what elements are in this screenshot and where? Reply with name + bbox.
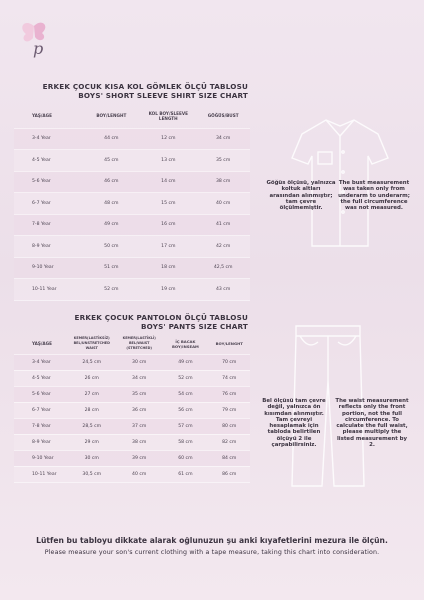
shirt-note-tr: Göğüs ölçüsü, yalnızca koltuk altları arasından alınmıştır; tam çevre ölçülmemiştir. bbox=[266, 180, 336, 212]
table-cell: 61 cm bbox=[178, 471, 193, 477]
table-cell: 35 cm bbox=[132, 391, 147, 397]
table-cell: 3-4 Year bbox=[32, 136, 51, 142]
table-cell: 40 cm bbox=[132, 471, 147, 477]
table-cell: 27 cm bbox=[84, 391, 99, 397]
table-cell: 6-7 Year bbox=[32, 407, 51, 413]
table-cell: 30 cm bbox=[84, 455, 99, 461]
table-cell: 86 cm bbox=[222, 471, 237, 477]
table-cell: 58 cm bbox=[178, 439, 193, 445]
table-cell: 15 cm bbox=[161, 200, 176, 206]
table-cell: 12 cm bbox=[161, 136, 176, 142]
column-header-length: BOY/LENGHT bbox=[96, 113, 127, 119]
table-cell: 9-10 Year bbox=[32, 265, 54, 271]
table-cell: 6-7 Year bbox=[32, 200, 51, 206]
table-cell: 82 cm bbox=[222, 439, 237, 445]
table-cell: 13 cm bbox=[161, 157, 176, 163]
column-header-age: YAŞ/AGE bbox=[32, 113, 52, 119]
table-cell: 38 cm bbox=[132, 439, 147, 445]
table-cell: 80 cm bbox=[222, 423, 237, 429]
table-header-row bbox=[14, 104, 250, 128]
table-cell: 14 cm bbox=[161, 179, 176, 185]
shirt-title-tr: ERKEK ÇOCUK KISA KOL GÖMLEK ÖLÇÜ TABLOSU bbox=[42, 82, 248, 91]
table-cell: 39 cm bbox=[132, 455, 147, 461]
table-cell: 34 cm bbox=[132, 375, 147, 381]
brand-logo bbox=[18, 20, 52, 58]
table-cell: 48 cm bbox=[104, 200, 119, 206]
table-cell: 16 cm bbox=[161, 222, 176, 228]
column-header-inseam: İÇ BACAK BOY/INSEAM bbox=[172, 338, 199, 349]
table-cell: 38 cm bbox=[216, 179, 231, 185]
table-cell: 50 cm bbox=[104, 243, 119, 249]
table-row bbox=[14, 193, 250, 215]
table-cell: 28 cm bbox=[84, 407, 99, 413]
table-row bbox=[14, 370, 250, 386]
table-cell: 35 cm bbox=[216, 157, 231, 163]
shirt-note-en: The bust measurement was taken only from underarm to underarm; the full circumference was not measured. bbox=[338, 180, 410, 212]
table-cell: 4-5 Year bbox=[32, 375, 51, 381]
table-cell: 37 cm bbox=[132, 423, 147, 429]
table-row bbox=[14, 354, 250, 370]
table-row bbox=[14, 214, 250, 236]
column-header-age: YAŞ/AGE bbox=[32, 341, 52, 347]
pants-note-tr: Bel ölçüsü tam çevre değil, yalnızca ön kısımdan alınmıştır. Tam çevreyi hesaplamak için tabloda belirtilen ölçüyü 2 ile çarpabilirsiniz. bbox=[262, 398, 326, 449]
table-cell: 5-6 Year bbox=[32, 391, 51, 397]
shirt-size-table bbox=[14, 104, 250, 301]
logo-letter: p bbox=[33, 39, 44, 58]
table-cell: 56 cm bbox=[178, 407, 193, 413]
table-cell: 17 cm bbox=[161, 243, 176, 249]
table-cell: 45 cm bbox=[104, 157, 119, 163]
table-row bbox=[14, 434, 250, 450]
table-cell: 3-4 Year bbox=[32, 359, 51, 365]
table-cell: 40 cm bbox=[216, 200, 231, 206]
table-cell: 49 cm bbox=[104, 222, 119, 228]
table-row bbox=[14, 150, 250, 172]
table-cell: 42 cm bbox=[216, 243, 231, 249]
table-row bbox=[14, 171, 250, 193]
table-cell: 43 cm bbox=[216, 286, 231, 292]
table-cell: 28,5 cm bbox=[82, 423, 102, 429]
pants-size-table bbox=[14, 334, 250, 483]
footer-instruction-en: Please measure your son's current clothing with a tape measure, taking this chart into consideration. bbox=[44, 549, 380, 556]
table-row bbox=[14, 128, 250, 150]
table-cell: 42,5 cm bbox=[213, 265, 233, 271]
table-cell: 76 cm bbox=[222, 391, 237, 397]
table-cell: 30,5 cm bbox=[82, 471, 102, 477]
table-row bbox=[14, 418, 250, 434]
pants-note-en: The waist measurement reflects only the front portion, not the full circumference. To calculate the full waist, please multiply the listed measurement by 2. bbox=[335, 398, 409, 449]
table-cell: 57 cm bbox=[178, 423, 193, 429]
table-cell: 54 cm bbox=[178, 391, 193, 397]
table-cell: 60 cm bbox=[178, 455, 193, 461]
table-cell: 18 cm bbox=[161, 265, 176, 271]
table-cell: 24,5 cm bbox=[82, 359, 102, 365]
table-cell: 30 cm bbox=[132, 359, 147, 365]
table-row bbox=[14, 466, 250, 482]
table-cell: 5-6 Year bbox=[32, 179, 51, 185]
table-row bbox=[14, 386, 250, 402]
table-cell: 4-5 Year bbox=[32, 157, 51, 163]
table-cell: 74 cm bbox=[222, 375, 237, 381]
table-cell: 52 cm bbox=[104, 286, 119, 292]
table-row bbox=[14, 257, 250, 279]
shirt-title-en: BOYS' SHORT SLEEVE SHIRT SIZE CHART bbox=[78, 91, 248, 100]
table-cell: 7-8 Year bbox=[32, 423, 51, 429]
table-cell: 84 cm bbox=[222, 455, 237, 461]
column-header-unstretched-waist: KEMER(LASTİKSİZ) BEL/UNSTRETCHED WAIST bbox=[73, 336, 110, 351]
table-header-row bbox=[14, 334, 250, 354]
table-cell: 7-8 Year bbox=[32, 222, 51, 228]
table-cell: 51 cm bbox=[104, 265, 119, 271]
table-cell: 10-11 Year bbox=[32, 471, 57, 477]
column-header-length: BOY/LENGHT bbox=[215, 341, 243, 347]
table-cell: 26 cm bbox=[84, 375, 99, 381]
table-cell: 44 cm bbox=[104, 136, 119, 142]
table-cell: 79 cm bbox=[222, 407, 237, 413]
pants-title-tr: ERKEK ÇOCUK PANTOLON ÖLÇÜ TABLOSU bbox=[74, 313, 248, 322]
butterfly-logo-icon bbox=[18, 20, 52, 58]
column-header-bust: GÖĞÜS/BUST bbox=[207, 113, 239, 119]
table-cell: 10-11 Year bbox=[32, 286, 57, 292]
column-header-sleeve: KOL BOY/SLEEVE LENGTH bbox=[148, 110, 188, 121]
table-cell: 46 cm bbox=[104, 179, 119, 185]
table-cell: 19 cm bbox=[161, 286, 176, 292]
table-cell: 29 cm bbox=[84, 439, 99, 445]
table-row bbox=[14, 236, 250, 258]
table-cell: 9-10 Year bbox=[32, 455, 54, 461]
table-cell: 41 cm bbox=[216, 222, 231, 228]
table-cell: 52 cm bbox=[178, 375, 193, 381]
table-cell: 49 cm bbox=[178, 359, 193, 365]
table-cell: 70 cm bbox=[222, 359, 237, 365]
footer-instruction-tr: Lütfen bu tabloyu dikkate alarak oğlunuzun şu anki kıyafetlerini mezura ile ölçün. bbox=[36, 536, 388, 545]
table-row bbox=[14, 450, 250, 466]
table-row bbox=[14, 402, 250, 418]
table-cell: 8-9 Year bbox=[32, 243, 51, 249]
table-cell: 36 cm bbox=[132, 407, 147, 413]
pants-title-en: BOYS' PANTS SIZE CHART bbox=[140, 322, 248, 331]
table-cell: 34 cm bbox=[216, 136, 231, 142]
column-header-stretched-waist: KEMER(LASTİKLİ) BEL/WAIST (STRETCHED) bbox=[122, 336, 156, 351]
table-row bbox=[14, 279, 250, 301]
table-cell: 8-9 Year bbox=[32, 439, 51, 445]
